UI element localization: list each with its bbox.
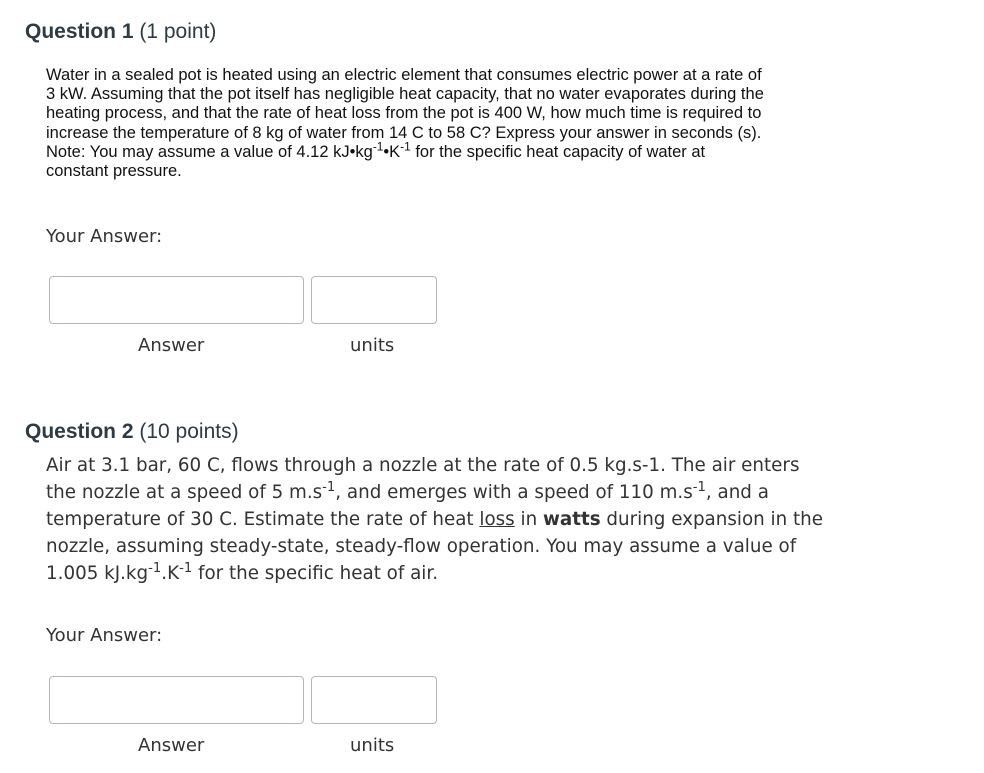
question-text-line [46, 506, 926, 533]
superscript: -1 [322, 479, 336, 495]
answer-input[interactable] [49, 676, 304, 724]
question-text-line: constant pressure. [46, 162, 182, 181]
answer-field-label: Answer [138, 335, 205, 356]
question-points: (10 points) [139, 420, 239, 443]
question-points: (1 point) [139, 20, 217, 43]
text-segment: .K [161, 563, 180, 584]
your-answer-label: Your Answer: [46, 625, 163, 646]
question-title: Question 2 [25, 420, 134, 443]
superscript: -1 [372, 139, 384, 154]
question-text-line: 3 kW. Assuming that the pot itself has negligible heat capacity, that no water evaporates during the [46, 85, 764, 104]
text-segment: , and emerges with a speed of 110 m.s [335, 482, 693, 503]
units-field-label: units [350, 335, 395, 356]
question-text-line: heating process, and that the rate of heat loss from the pot is 400 W, how much time is required to [46, 104, 762, 123]
text-segment: temperature of 30 C. Estimate the rate of heat [46, 509, 480, 530]
question-text [46, 66, 916, 181]
underlined-word: loss [479, 509, 515, 530]
answer-field-label: Answer [138, 735, 205, 756]
text-segment: the nozzle at a speed of 5 m.s [46, 482, 323, 503]
units-field-label: units [350, 735, 395, 756]
question-header [25, 20, 216, 44]
units-input[interactable] [311, 276, 437, 324]
superscript: -1 [179, 560, 193, 576]
answer-input[interactable] [49, 276, 304, 324]
question-title: Question 1 [25, 20, 134, 43]
question-text-line [46, 560, 926, 587]
text-segment: Note: You may assume a value of 4.12 kJ•kg [46, 142, 373, 161]
question-text-line: increase the temperature of 8 kg of water from 14 C to 58 C? Express your answer in seconds (s). [46, 123, 762, 142]
question-text-line [46, 479, 926, 506]
units-input[interactable] [311, 676, 437, 724]
question-header [25, 420, 239, 444]
text-segment: •K [383, 142, 401, 161]
text-segment: for the specific heat capacity of water at [410, 142, 706, 161]
text-segment: in [514, 509, 544, 530]
superscript: -1 [400, 139, 411, 154]
question-text-line: Water in a sealed pot is heated using an electric element that consumes electric power at a rate of [46, 66, 762, 84]
your-answer-label: Your Answer: [46, 226, 163, 247]
text-segment: for the specific heat of air. [192, 563, 439, 584]
superscript: -1 [692, 479, 706, 495]
bold-word: watts [543, 509, 601, 530]
superscript: -1 [148, 560, 162, 576]
text-segment: during expansion in the [600, 509, 824, 530]
text-segment: 1.005 kJ.kg [46, 563, 149, 584]
question-text-line [46, 139, 916, 162]
question-text-line: Air at 3.1 bar, 60 C, flows through a nozzle at the rate of 0.5 kg.s-1. The air enters [46, 455, 800, 476]
question-text-line: nozzle, assuming steady-state, steady-flow operation. You may assume a value of [46, 536, 797, 557]
text-segment: , and a [705, 482, 769, 503]
question-text [46, 452, 926, 587]
